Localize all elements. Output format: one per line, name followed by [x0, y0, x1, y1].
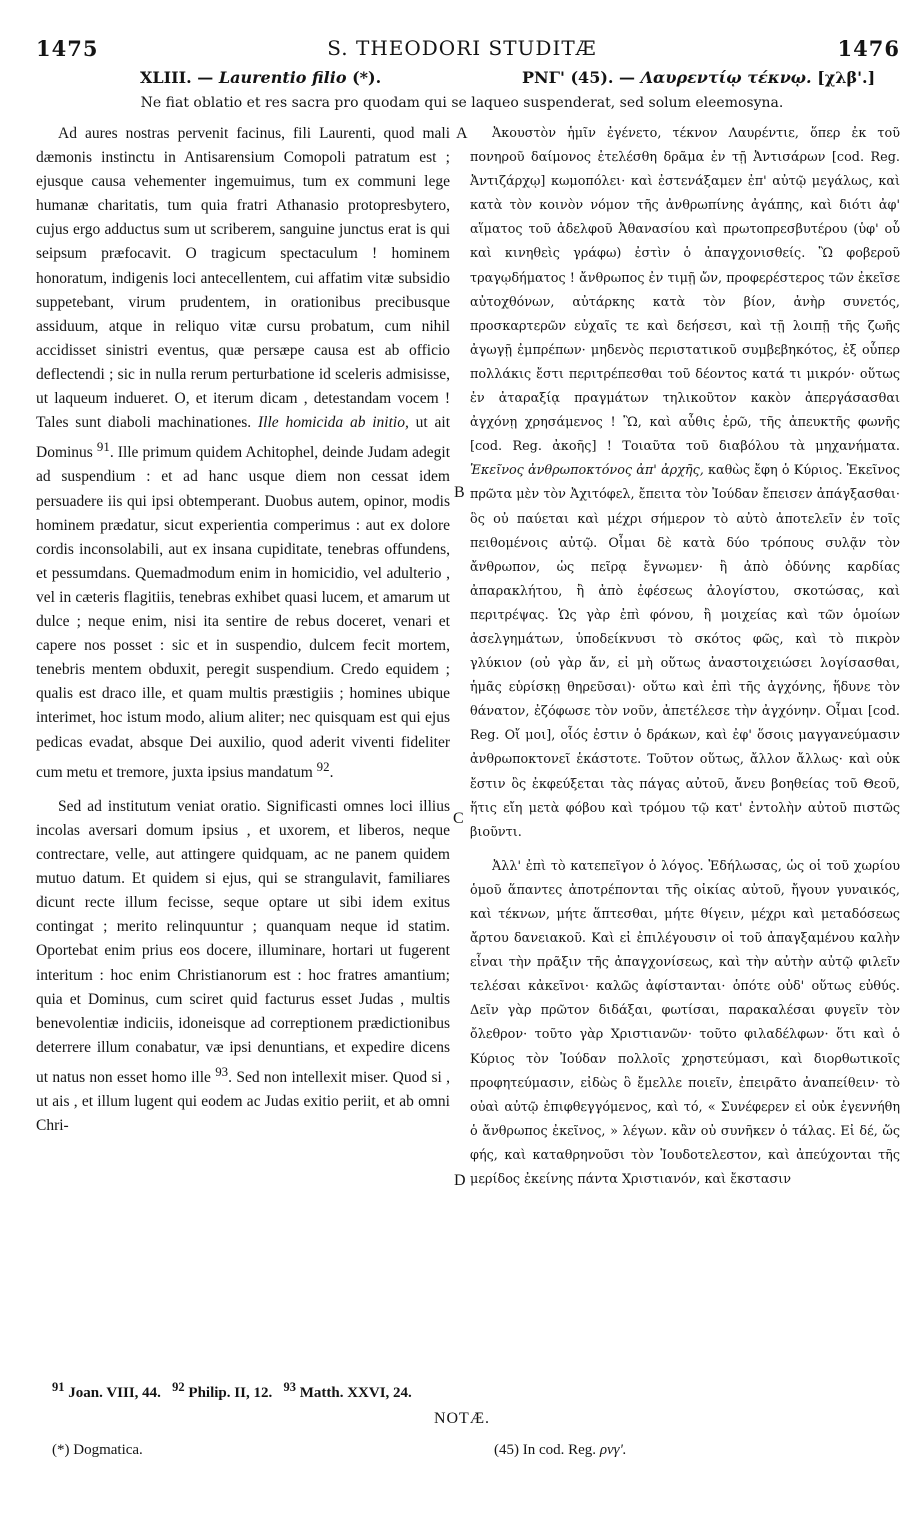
latin-column — [36, 122, 450, 1138]
margin-letter-d: D — [454, 1172, 466, 1189]
greek-text: Ἀλλ' ἐπὶ τὸ κατεπεῖγον ὁ λόγος. Ἐδήλωσας, ὡς οἱ τοῦ χωρίου ὁμοῦ ἅπαντες ἀποτρέπονται τῆς οἰκίας αὐτοῦ, ἤγουν γυναικός, καὶ τέκνων, μήτε ἅπτεσθαι, μήτε θίγειν, μέχρι καὶ μεταδόσεως ἄρτου δανειακοῦ. Καὶ εἰ ἐπιλέγουσιν οἱ τοῦ ἀπαγξαμένου καλὴν εἶναι τὴν πρᾶξιν τῆς ἀπαγχονίσεως, καὶ τὴν αὐτὴν αὐτῷ φιλεῖν τελέσαι κἀκεῖνοι· καλῶς ἀφίστανται· ὁπότε οὐδ' οὕτως εὐθύς. Δεῖν γὰρ πρῶτον διδάξαι, φωτίσαι, παρακαλέσαι φυγεῖν τὸν ὄλεθρον· τοῦτο γὰρ Χριστιανῶν· τοῦτο φιλαδέλφων· ὅτι καὶ ὁ Κύριος τὸν Ἰούδαν πολλοῖς χρηστεύμασι, καὶ διορθωτικοῖς προφητεύμασιν, εἰδὼς ὃ ἔμελλε ποιεῖν, ἐπειρᾶτο ἀναπείθειν· τὸ οὐαὶ αὐτῷ ἐπιφθεγγόμενος, καὶ τό, « Συνέφερεν εἰ οὐκ ἐγεννήθη ὁ ἄνθρωπος ἐκεῖνος, » λέγων. κἂν οὐ συνῆκεν ὁ τάλας. Εἰ δέ, ὥς φής, καὶ καταθρηνοῦσι τὸν Ἰουδοτελεστον, καὶ ἀπεύχονται τῆς μερίδος ἐκείνης πάντα Χριστιανόν, καὶ ἔκστασιν — [470, 858, 900, 1188]
margin-letter-b: B — [454, 484, 465, 501]
latin-letter-heading — [140, 68, 381, 87]
greek-note-mark: [χλβ'.] — [817, 68, 876, 87]
note-right-greek: ρνγ'. — [599, 1442, 627, 1458]
latin-text: Sed ad institutum veniat oratio. Significasti omnes loci illius incolas aversari domum ipsius , et uxorem, et liberos, neque contrectare, velle, aut attingere quidquam, ac ne panem quidem mutuo datum. Et quidem si ejus, qui se strangulavit, familiares dicunt recte illum fecisse, seque optare ut sibi idem exitus contingat ; merito relinquuntur ; quanquam neque id statim. Oportebat enim prius eos docere, illuminare, hortari ut fugerent interitum : hoc enim Christianorum est : hoc fratres amantium; quia et Dominus, cum sciret quid facturus esset Judas , multis benevolentiæ indiciis, idoneisque ad correptionem prædictionibus deterrere illum conabatur, væ ipsi denuntians, et expedire dicens ut natus non esset homo ille — [36, 797, 450, 1087]
running-title: S. THEODORI STUDITÆ — [327, 36, 597, 60]
footnote-marker: 91 — [96, 439, 110, 455]
margin-letter-a: A — [456, 125, 468, 142]
greek-recipient: Λαυρεντίῳ τέκνῳ. — [640, 68, 812, 87]
greek-text: Ἀκουστὸν ἡμῖν ἐγένετο, τέκνον Λαυρέντιε, ὅπερ ἐκ τοῦ πονηροῦ δαίμονος ἐτελέσθη δρᾶμα ἐν τῇ Ἀντισάρων [cod. Reg. Ἀντιζάρχῳ] κωμοπόλει· καὶ ἐστενάξαμεν ἐπ' αὐτῷ μεγάλως, καὶ κατὰ τὸν κοινὸν νόμον τῆς ἀνθρωπίνης ἀγάπης, καὶ διότι ἀφ' αἵματος τοῦ ἀδελφοῦ Ἀθανασίου καὶ πρωτοπρεσβυτέρου (ὑφ' οὗ καὶ κινηθεὶς γράφω) ἐστὶν ὁ ἀπαγχονισθείς. Ὢ φοβεροῦ τραγῳδήματος ! ἄνθρωπος ἐν τιμῇ ὤν, προφερέστερος τῶν ἐκεῖσε αὐτοχθόνων, αὐτάρκης κατὰ τὸν βίον, ἀνὴρ συνετός, προσκαρτερῶν εὐχαῖς τε καὶ δεήσεσι, καὶ τῇ λοιπῇ τῆς ζωῆς ἀγωγῇ ἐμπρέπων· μηδενὸς περιστατικοῦ συμβεβηκότος, ἐξ οὗπερ πολλάκις ἔστι περιτρέπεσθαι τοῦ δέοντος κατά τι μικρόν· οὕτως ἐν ἀταραξίᾳ πραγμάτων τηλικοῦτον κακὸν ἀπεργάσασθαι ἀγχόνῃ χρησάμενος ! Ὢ, καὶ αὖθις ἐρῶ, τῆς ἀπευκτῆς φωνῆς [cod. Reg. ἀκοῆς] ! Τοιαῦτα τοῦ διαβόλου τὰ μηχανήματα. — [470, 126, 900, 455]
footnote-number: 91 — [52, 1380, 65, 1394]
latin-paragraph-2 — [36, 795, 450, 1138]
footnote-text: Joan. VIII, 44. — [68, 1385, 161, 1401]
latin-letter-number: XLIII. — — [140, 68, 214, 87]
page-number-right: 1476 — [837, 36, 900, 61]
latin-recipient: Laurentio filio — [218, 68, 347, 87]
latin-text: . — [329, 763, 334, 781]
latin-note-mark: (*). — [352, 68, 382, 87]
margin-letter-c: C — [453, 810, 464, 827]
letter-summary: Ne fiat oblatio et res sacra pro quodam qui se laqueo suspenderat, sed solum eleemosyna. — [140, 95, 784, 111]
footnote-references — [52, 1380, 412, 1402]
note-left: (*) Dogmatica. — [52, 1442, 143, 1458]
latin-quote: Ille homicida ab initio, — [258, 414, 409, 432]
greek-text: καθὼς ἔφη ὁ Κύριος. Ἐκεῖνος πρῶτα μὲν τὸν Ἀχιτόφελ, ἔπειτα τὸν Ἰούδαν ἔπεισεν ἀπάγξασθαι· ὃς οὐ παύεται καὶ μέχρι σήμερον τὸ αὐτὸ ἀποτελεῖν ἐν τοῖς πειθομένοις αὐτῷ. Οἶμαι δὲ κατὰ δύο τρόπους συλᾷν τὸν ἄνθρωπον, ὡς πεῖρᾳ ἔγνωμεν· ἢ ἀπὸ ὀδύνης καρδίας ἀπαρακλήτου, ἢ ἀπὸ ἐφέσεως ἀλογίστου, σκοτώσας, καὶ περιτρέψας. Ὡς γὰρ ἐπὶ φόνου, ἢ μοιχείας καὶ τῶν ὁμοίων ἀσελγημάτων, ὑποδείκνυσι τὸ σκότος φῶς, καὶ τὸ πικρὸν γλύκιον (οὐ γὰρ ἄν, εἰ μὴ οὕτως ἀναστοιχειώσει λογίσασθαι, ἡμᾶς εὑρίσκῃ θηρεῦσαι)· οὕτω καὶ ἐπὶ τῆς ἀγχόνης, ἥδυνε τὸν θάνατον, ἐζόφωσε τὸν νοῦν, ἀπετέλεσε τὴν ἀγχόνην. Οἶμαι [cod. Reg. Οἴ μοι], οἷός ἐστιν ὁ δράκων, καὶ ἐφ' ὅσοις μαγγανεύμασιν ἀνθρωποκτονεῖ ἑκάστοτε. Τοῦτον οὕτως, ἄλλον ἄλλως· καὶ οὐκ ἔστιν ὃς ἐκφεύξεται τὰς πάγας αὐτοῦ, ἄνευ βοηθείας τοῦ Θεοῦ, ἥτις εἴη μετὰ φόβου καὶ τρόμου τῷ κατ' ἐντολὴν αὐτοῦ πιστῶς βιοῦντι. — [470, 463, 900, 840]
greek-paragraph-2 — [470, 855, 900, 1192]
note-right-text: (45) In cod. Reg. — [494, 1442, 597, 1458]
latin-paragraph-1 — [36, 122, 450, 785]
note-right — [494, 1442, 627, 1459]
latin-text: ut ait Dominus — [36, 414, 451, 462]
greek-paragraph-1 — [470, 122, 900, 845]
greek-quote: Ἐκεῖνος ἀνθρωποκτόνος ἀπ' ἀρχῆς, — [470, 463, 704, 479]
footnote-text: Matth. XXVI, 24. — [299, 1385, 412, 1401]
greek-column — [470, 122, 900, 1192]
greek-letter-heading — [522, 68, 875, 87]
page-number-left: 1475 — [36, 36, 99, 61]
footnote-marker: 92 — [316, 758, 330, 774]
footnote-number: 92 — [172, 1380, 185, 1394]
footnote-number: 93 — [283, 1380, 296, 1394]
footnote-text: Philip. II, 12. — [188, 1385, 273, 1401]
greek-letter-number: ΡΝΓ' (45). — — [522, 68, 636, 87]
notes-title: NOTÆ. — [433, 1410, 491, 1427]
latin-text: Ad aures nostras pervenit facinus, fili Laurenti, quod mali dæmonis instinctu in Antisarensium Comopoli patratum est ; ejusque causa vehementer ingemuimus, tum ex communi lege humanæ charitatis, tum quia fratri Athanasio protopresbytero, cujus ergo adductus sum ut scriberem, sanguine junctus erat is qui seipsum præfocavit. O tragicum spectaculum ! hominem honoratum, indigenis loci antecellentem, cui affatim vitæ subsidio suppetebant, virum prudentem, in orationibus precibusque assiduum, atque in reliquo vitæ cursu probatum, cum nihil accidisset sinistri eventus, quæ persæpe causa est ab officio deflectendi ; sic in nulla rerum perturbatione id sceleris admisisse, ut laqueum indueret. O, et iterum dicam , detestandam vocem ! Tales sunt diaboli machinationes. — [36, 125, 450, 432]
latin-text: . Sed non intellexit miser. Quod si , ut ais , et illum lugent qui eodem ac Judas exitio periit, et ab omni Chri- — [36, 1069, 450, 1135]
latin-text: . Ille primum quidem Achitophel, deinde Judam adegit ad suspendium : et ad hanc usque diem non cessat idem persuadere iis qui ipsi obtemperant. Duobus autem, opinor, modis hominem prædatur, sicut experientia comperimus : aut ex dolore cordis inconsolabili, aut ex insana cupiditate, tenebras offundens, et pessumdans. Quemadmodum enim in homicidio, vel adulterio , vel in cæteris flagitiis, tenebras exhibet quasi lucem, et amarum ut dulce ; neque enim, nisi ita sentire de rebus doceret, venari et capere nos posset : sic et in suspendio, dulcem fecit mortem, tenebris mentem obduxit, peregit suspendium. Credo equidem ; qualis est draco ille, et quam multis præstigiis ; homines ubique interimet, hoc istum modo, alium aliter; nec quisquam est qui ejus pedicas evadat, absque Dei auxilio, quod aderit viventi fideliter cum metu et tremore, juxta ipsius mandatum — [36, 444, 450, 781]
footnote-marker: 93 — [215, 1063, 229, 1079]
